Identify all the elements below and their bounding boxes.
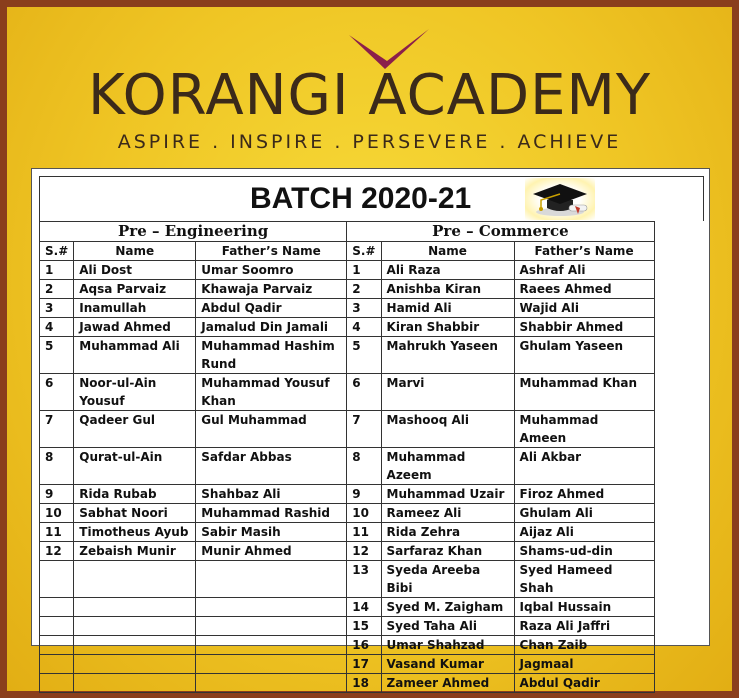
eng-name: Rida Rubab	[74, 485, 196, 504]
com-father: Muhammad Ameen	[514, 411, 654, 448]
com-sn: 6	[347, 374, 381, 411]
eng-father: Safdar Abbas	[196, 448, 347, 485]
eng-name-empty	[74, 655, 196, 674]
com-name: Syed Taha Ali	[381, 617, 514, 636]
eng-father: Jamalud Din Jamali	[196, 318, 347, 337]
com-father: Jagmaal	[514, 655, 654, 674]
col-sn-engineering: S.#	[40, 242, 74, 261]
com-name: Ali Raza	[381, 261, 514, 280]
table-row	[40, 655, 655, 674]
com-sn: 8	[347, 448, 381, 485]
eng-sn: 11	[40, 523, 74, 542]
com-sn: 13	[347, 561, 381, 598]
table-row	[40, 280, 655, 299]
eng-sn: 6	[40, 374, 74, 411]
eng-name-empty	[74, 561, 196, 598]
com-name: Sarfaraz Khan	[381, 542, 514, 561]
com-name: Vasand Kumar	[381, 655, 514, 674]
table-row	[40, 411, 655, 448]
com-father: Ashraf Ali	[514, 261, 654, 280]
eng-sn-empty	[40, 598, 74, 617]
com-name: Anishba Kiran	[381, 280, 514, 299]
com-father: Ali Akbar	[514, 448, 654, 485]
com-father: Ghulam Ali	[514, 504, 654, 523]
eng-name-empty	[74, 617, 196, 636]
com-name: Muhammad Uzair	[381, 485, 514, 504]
batch-sheet	[31, 168, 710, 690]
section-pre-engineering: Pre – Engineering	[40, 222, 347, 242]
eng-father: Sabir Masih	[196, 523, 347, 542]
com-father: Shabbir Ahmed	[514, 318, 654, 337]
com-sn: 14	[347, 598, 381, 617]
eng-name: Muhammad Ali	[74, 337, 196, 374]
eng-sn: 12	[40, 542, 74, 561]
graduation-cap-icon	[525, 178, 595, 220]
com-name: Mashooq Ali	[381, 411, 514, 448]
eng-name: Timotheus Ayub	[74, 523, 196, 542]
com-sn: 10	[347, 504, 381, 523]
academy-tagline: ASPIRE . INSPIRE . PERSEVERE . ACHIEVE	[117, 131, 622, 153]
eng-father-empty	[196, 561, 347, 598]
com-father: Firoz Ahmed	[514, 485, 654, 504]
com-father: Abdul Qadir	[514, 674, 654, 693]
com-sn: 17	[347, 655, 381, 674]
com-name: Muhammad Azeem	[381, 448, 514, 485]
com-father: Shams-ud-din	[514, 542, 654, 561]
com-sn: 18	[347, 674, 381, 693]
eng-father: Gul Muhammad	[196, 411, 347, 448]
eng-name: Aqsa Parvaiz	[74, 280, 196, 299]
table-row	[40, 674, 655, 693]
table-row	[40, 337, 655, 374]
com-father: Ghulam Yaseen	[514, 337, 654, 374]
academy-name: KORANGI ACADEMY	[87, 63, 652, 128]
table-row	[40, 636, 655, 655]
com-name: Syeda Areeba Bibi	[381, 561, 514, 598]
eng-sn: 10	[40, 504, 74, 523]
col-father-engineering: Father’s Name	[196, 242, 347, 261]
eng-sn: 4	[40, 318, 74, 337]
eng-sn: 2	[40, 280, 74, 299]
table-row	[40, 485, 655, 504]
eng-name: Noor-ul-Ain Yousuf	[74, 374, 196, 411]
com-sn: 3	[347, 299, 381, 318]
eng-father: Khawaja Parvaiz	[196, 280, 347, 299]
table-row	[40, 523, 655, 542]
com-sn: 4	[347, 318, 381, 337]
batch-title: BATCH 2020-21	[250, 182, 472, 215]
eng-sn: 8	[40, 448, 74, 485]
com-sn: 15	[347, 617, 381, 636]
com-name: Marvi	[381, 374, 514, 411]
eng-name: Jawad Ahmed	[74, 318, 196, 337]
table-row	[40, 318, 655, 337]
com-sn: 11	[347, 523, 381, 542]
com-sn: 5	[347, 337, 381, 374]
com-sn: 16	[347, 636, 381, 655]
eng-name-empty	[74, 598, 196, 617]
table-row	[40, 299, 655, 318]
col-name-engineering: Name	[74, 242, 196, 261]
eng-sn: 9	[40, 485, 74, 504]
eng-name-empty	[74, 674, 196, 693]
com-name: Kiran Shabbir	[381, 318, 514, 337]
com-sn: 7	[347, 411, 381, 448]
table-row	[40, 617, 655, 636]
com-name: Syed M. Zaigham	[381, 598, 514, 617]
eng-sn: 5	[40, 337, 74, 374]
com-name: Rameez Ali	[381, 504, 514, 523]
eng-father-empty	[196, 674, 347, 693]
academy-logo	[7, 7, 732, 167]
eng-sn-empty	[40, 674, 74, 693]
com-father: Raza Ali Jaffri	[514, 617, 654, 636]
eng-sn: 3	[40, 299, 74, 318]
batch-header	[39, 176, 704, 221]
com-father: Aijaz Ali	[514, 523, 654, 542]
eng-sn-empty	[40, 561, 74, 598]
eng-father: Muhammad Hashim Rund	[196, 337, 347, 374]
col-sn-commerce: S.#	[347, 242, 381, 261]
col-name-commerce: Name	[381, 242, 514, 261]
com-sn: 12	[347, 542, 381, 561]
table-row	[40, 448, 655, 485]
com-father: Muhammad Khan	[514, 374, 654, 411]
table-row	[40, 374, 655, 411]
eng-sn: 1	[40, 261, 74, 280]
com-name: Rida Zehra	[381, 523, 514, 542]
com-name: Zameer Ahmed	[381, 674, 514, 693]
section-pre-commerce: Pre – Commerce	[347, 222, 654, 242]
table-row	[40, 504, 655, 523]
com-father: Iqbal Hussain	[514, 598, 654, 617]
eng-name: Sabhat Noori	[74, 504, 196, 523]
table-row	[40, 261, 655, 280]
eng-father-empty	[196, 598, 347, 617]
com-sn: 1	[347, 261, 381, 280]
eng-name: Ali Dost	[74, 261, 196, 280]
eng-sn: 7	[40, 411, 74, 448]
com-name: Mahrukh Yaseen	[381, 337, 514, 374]
eng-father: Muhammad Yousuf Khan	[196, 374, 347, 411]
eng-name: Qurat-ul-Ain	[74, 448, 196, 485]
eng-father: Munir Ahmed	[196, 542, 347, 561]
eng-sn-empty	[40, 617, 74, 636]
eng-father: Abdul Qadir	[196, 299, 347, 318]
table-row	[40, 542, 655, 561]
eng-father: Umar Soomro	[196, 261, 347, 280]
com-sn: 9	[347, 485, 381, 504]
com-name: Hamid Ali	[381, 299, 514, 318]
eng-name: Zebaish Munir	[74, 542, 196, 561]
com-sn: 2	[347, 280, 381, 299]
eng-sn-empty	[40, 636, 74, 655]
com-father: Raees Ahmed	[514, 280, 654, 299]
com-father: Syed Hameed Shah	[514, 561, 654, 598]
eng-sn-empty	[40, 655, 74, 674]
eng-father-empty	[196, 617, 347, 636]
student-roster-table	[39, 221, 655, 693]
eng-father-empty	[196, 655, 347, 674]
table-row	[40, 561, 655, 598]
com-name: Umar Shahzad	[381, 636, 514, 655]
eng-father: Shahbaz Ali	[196, 485, 347, 504]
col-father-commerce: Father’s Name	[514, 242, 654, 261]
com-father: Wajid Ali	[514, 299, 654, 318]
eng-name-empty	[74, 636, 196, 655]
eng-name: Inamullah	[74, 299, 196, 318]
eng-name: Qadeer Gul	[74, 411, 196, 448]
table-row	[40, 598, 655, 617]
eng-father-empty	[196, 636, 347, 655]
eng-father: Muhammad Rashid	[196, 504, 347, 523]
com-father: Chan Zaib	[514, 636, 654, 655]
